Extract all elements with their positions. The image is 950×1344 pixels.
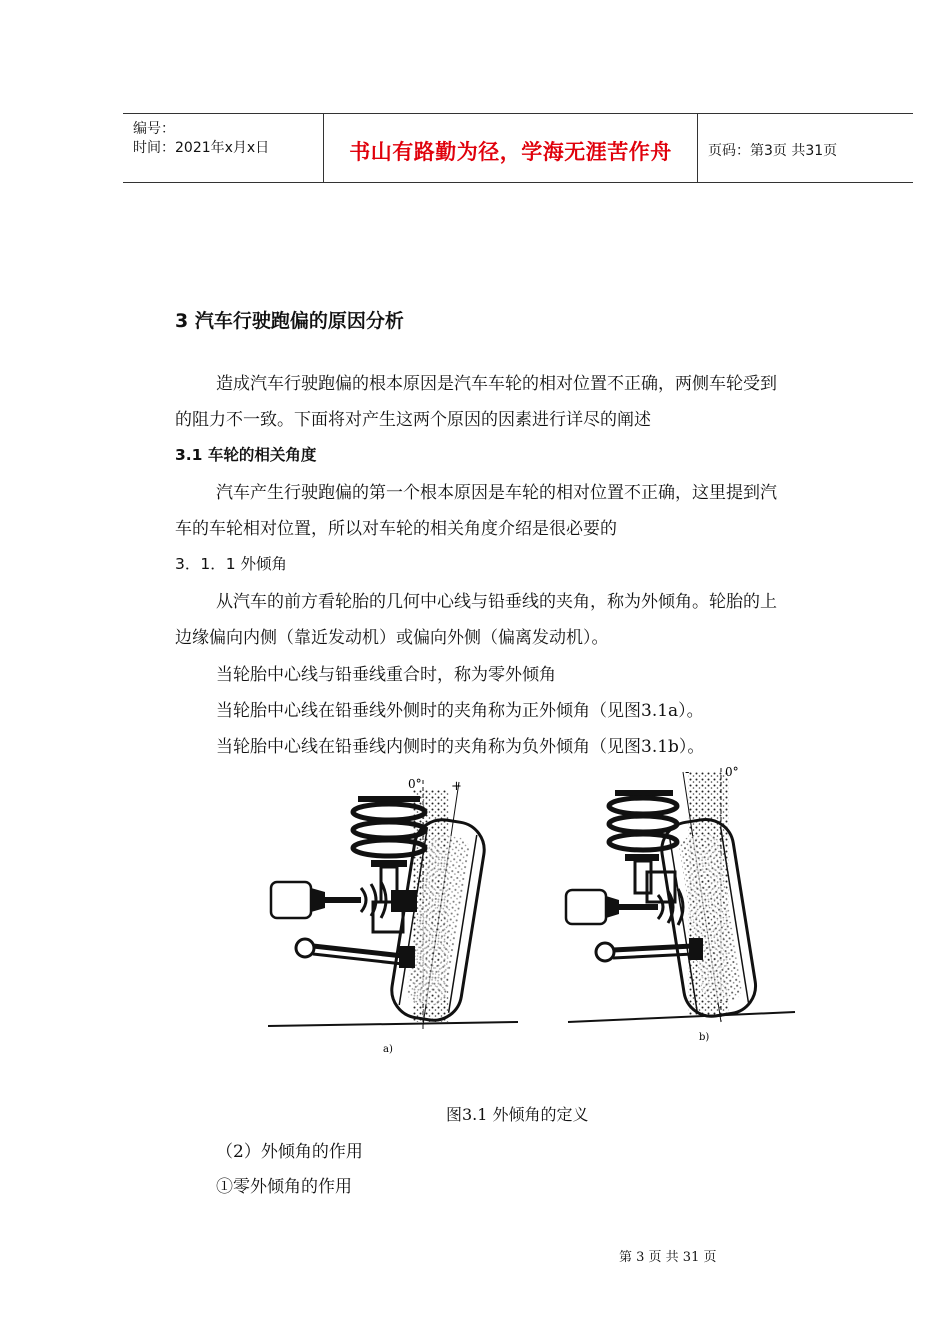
section-intro-line2: 的阻力不一致。下面将对产生这两个原因的因素进行详尽的阐述 xyxy=(175,410,651,430)
section-intro-line1: 造成汽车行驶跑偏的根本原因是汽车车轮的相对位置不正确，两侧车轮受到 xyxy=(216,374,777,394)
header-page-number: 页码：第3页 共31页 xyxy=(708,143,838,159)
figure-a-plus-label: + xyxy=(451,779,462,794)
zero-camber-text: 当轮胎中心线与铅垂线重合时，称为零外倾角 xyxy=(216,665,556,685)
figure-b-minus-label: - xyxy=(685,765,690,780)
zero-camber-function-heading: ①零外倾角的作用 xyxy=(216,1177,352,1197)
figure-a-zero-label: 0° xyxy=(408,777,422,791)
section-title: 3 汽车行驶跑偏的原因分析 xyxy=(175,310,404,332)
figure-b-label: b) xyxy=(699,1032,710,1043)
header-page-cell xyxy=(698,114,913,182)
subsubsection-title: 3．1．1 外倾角 xyxy=(175,555,288,573)
positive-camber-text: 当轮胎中心线在铅垂线外侧时的夹角称为正外倾角（见图3.1a）。 xyxy=(216,701,704,721)
figure-a-control-arm xyxy=(296,939,415,968)
figure-b-diagram xyxy=(566,765,795,1043)
subsection-line1: 汽车产生行驶跑偏的第一个根本原因是车轮的相对位置不正确，这里提到汽 xyxy=(216,483,777,503)
figure-b-drive-shaft xyxy=(566,889,683,925)
figure-b-zero-label: 0° xyxy=(725,765,739,779)
header-motto: 书山有路勤为径，学海无涯苦作舟 xyxy=(349,140,672,164)
header-motto-cell xyxy=(324,114,698,182)
camber-definition-line2: 边缘偏向内侧（靠近发动机）或偏向外侧（偏离发动机）。 xyxy=(175,628,609,648)
figure-a-ground xyxy=(268,1022,518,1026)
figure-a-label: a) xyxy=(383,1044,393,1055)
figure-b-ground xyxy=(568,1012,795,1022)
figure-a-diagram xyxy=(268,777,518,1055)
header-number: 编号： xyxy=(133,121,175,137)
camber-definition-line1: 从汽车的前方看轮胎的几何中心线与铅垂线的夹角，称为外倾角。轮胎的上 xyxy=(216,592,777,612)
camber-figure xyxy=(263,760,803,1060)
figure-a-drive-shaft xyxy=(271,882,417,918)
figure-caption: 图3.1 外倾角的定义 xyxy=(446,1105,589,1124)
camber-function-heading: （2）外倾角的作用 xyxy=(216,1142,363,1162)
subsection-title: 3.1 车轮的相关角度 xyxy=(175,446,317,464)
negative-camber-text: 当轮胎中心线在铅垂线内侧时的夹角称为负外倾角（见图3.1b）。 xyxy=(216,737,705,757)
page-header xyxy=(123,113,913,183)
subsection-line2: 车的车轮相对位置，所以对车轮的相关角度介绍是很必要的 xyxy=(175,519,617,539)
header-meta-cell xyxy=(123,114,324,182)
page-footer: 第 3 页 共 31 页 xyxy=(619,1250,717,1265)
header-time: 时间：2021年x月x日 xyxy=(133,140,270,156)
